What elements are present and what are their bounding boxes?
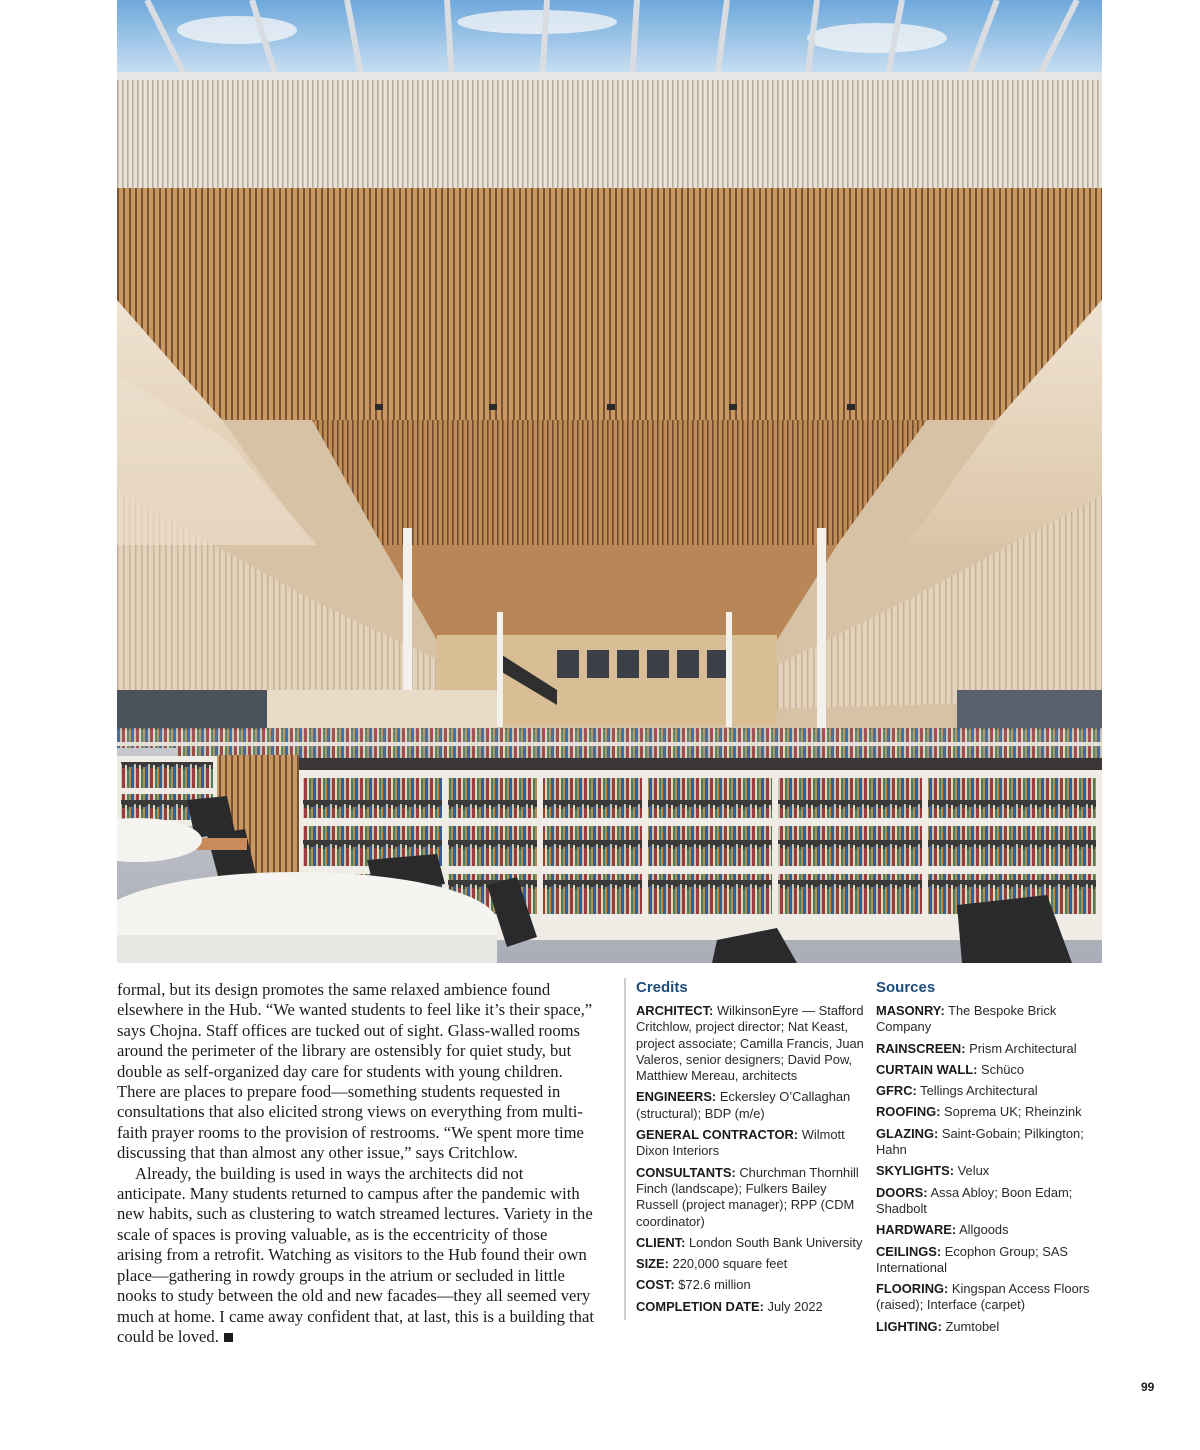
credit-value: London South Bank University <box>689 1234 863 1250</box>
credit-label: ARCHITECT: <box>636 1003 714 1018</box>
source-value: Allgoods <box>959 1222 1009 1238</box>
source-label: LIGHTING: <box>876 1318 942 1334</box>
source-label: MASONRY: <box>876 1003 945 1018</box>
source-value: Kingspan Access Floors (raised); Interface (carpet) <box>876 1281 1090 1313</box>
source-entry <box>876 1104 1104 1120</box>
source-value: The Bespoke Brick Company <box>876 1003 1057 1035</box>
credits-box <box>624 978 864 1320</box>
source-label: ROOFING: <box>876 1104 941 1120</box>
source-entry <box>876 1003 1104 1036</box>
library-atrium-photo <box>117 0 1102 963</box>
credit-entry <box>636 1235 864 1251</box>
source-label: GFRC: <box>876 1083 917 1099</box>
source-label: FLOORING: <box>876 1281 949 1297</box>
source-entry <box>876 1222 1104 1238</box>
source-label: DOORS: <box>876 1184 928 1200</box>
credit-entry <box>636 1127 864 1160</box>
credit-value: Eckersley O’Callaghan (structural); BDP (m/e) <box>636 1089 851 1121</box>
credit-value: $72.6 million <box>678 1277 751 1293</box>
credit-label: ENGINEERS: <box>636 1089 717 1105</box>
source-value: Saint-Gobain; Pilkington; Hahn <box>876 1125 1084 1158</box>
source-label: CURTAIN WALL: <box>876 1061 978 1077</box>
source-label: RAINSCREEN: <box>876 1040 966 1056</box>
credit-label: COMPLETION DATE: <box>636 1298 764 1314</box>
credit-value: 220,000 square feet <box>672 1256 788 1272</box>
credit-entry <box>636 1256 864 1272</box>
credit-label: GENERAL CONTRACTOR: <box>636 1127 799 1143</box>
source-value: Ecophon Group; SAS International <box>876 1243 1069 1275</box>
source-value: Schüco <box>981 1061 1025 1077</box>
source-entry <box>876 1244 1104 1277</box>
credit-value: Wilmott Dixon Interiors <box>636 1127 845 1159</box>
source-label: SKYLIGHTS: <box>876 1163 955 1179</box>
credit-entry <box>636 1003 864 1084</box>
source-label: CEILINGS: <box>876 1243 942 1259</box>
credits-title: Credits <box>636 979 688 996</box>
source-label: HARDWARE: <box>876 1222 957 1238</box>
credit-value: July 2022 <box>767 1298 823 1314</box>
credit-label: COST: <box>636 1277 675 1293</box>
credit-label: SIZE: <box>636 1256 669 1272</box>
page-number: 99 <box>1141 1380 1155 1394</box>
source-entry <box>876 1126 1104 1159</box>
credit-value: WilkinsonEyre — Stafford Critchlow, project director; Nat Keast, project associate; Camilla Francis, Juan Valeros, senior designers; David Pow, Matthiew Mereau, architects <box>636 1003 864 1084</box>
source-value: Tellings Architectural <box>920 1083 1038 1099</box>
source-entry <box>876 1163 1104 1179</box>
article-body <box>117 980 595 1347</box>
source-entry <box>876 1083 1104 1099</box>
credit-entry <box>636 1277 864 1293</box>
source-label: GLAZING: <box>876 1125 939 1141</box>
source-value: Velux <box>957 1163 990 1179</box>
credit-label: CLIENT: <box>636 1234 686 1250</box>
source-value: Zumtobel <box>945 1318 1000 1334</box>
source-entry <box>876 1185 1104 1218</box>
end-mark-icon <box>224 1333 233 1342</box>
credit-entry <box>636 1165 864 1230</box>
sources-title: Sources <box>876 979 936 996</box>
article-paragraph: formal, but its design promotes the same relaxed ambience found elsewhere in the Hub. “We wanted students to feel like it’s their space,” says Chojna. Staff offices are tucked out of sight. Glass-walled rooms around the perimeter of the library are ostensibly for quiet study, but double as self-organized day care for students with young children. There are places to prepare food—something students requested in consultations that also elicited strong views on everything from multi-faith prayer rooms to the provision of restrooms. “We spent more time discussing that than almost any other issue,” says Critchlow. <box>117 980 593 1163</box>
source-entry <box>876 1319 1104 1335</box>
credit-entry <box>636 1089 864 1122</box>
source-value: Assa Abloy; Boon Edam; Shadbolt <box>876 1184 1073 1216</box>
atrium-illustration <box>117 0 1102 963</box>
sources-box <box>876 978 1104 1340</box>
source-entry <box>876 1062 1104 1078</box>
source-entry <box>876 1281 1104 1314</box>
credit-label: CONSULTANTS: <box>636 1164 736 1180</box>
article-paragraph-final <box>117 1164 595 1348</box>
source-entry <box>876 1041 1104 1057</box>
source-value: Soprema UK; Rheinzink <box>944 1104 1082 1120</box>
credit-value: Churchman Thornhill Finch (landscape); Fulkers Bailey Russell (project manager); RPP (CDM coordinator) <box>636 1164 859 1229</box>
article-paragraph-text: Already, the building is used in ways the architects did not anticipate. Many students returned to campus after the pandemic with new habits, such as clustering to watch streamed lectures. Variety in the scale of spaces is proving valuable, as is the eccentricity of those arising from a retrofit. Watching as visitors to the Hub found their own place—gathering in rowdy groups in the atrium or secluded in little nooks to study between the old and new facades—they all seemed very much at home. I came away confident that, at last, this is a building that could be loved. <box>117 1163 594 1346</box>
credit-entry <box>636 1299 864 1315</box>
source-value: Prism Architectural <box>969 1040 1077 1056</box>
